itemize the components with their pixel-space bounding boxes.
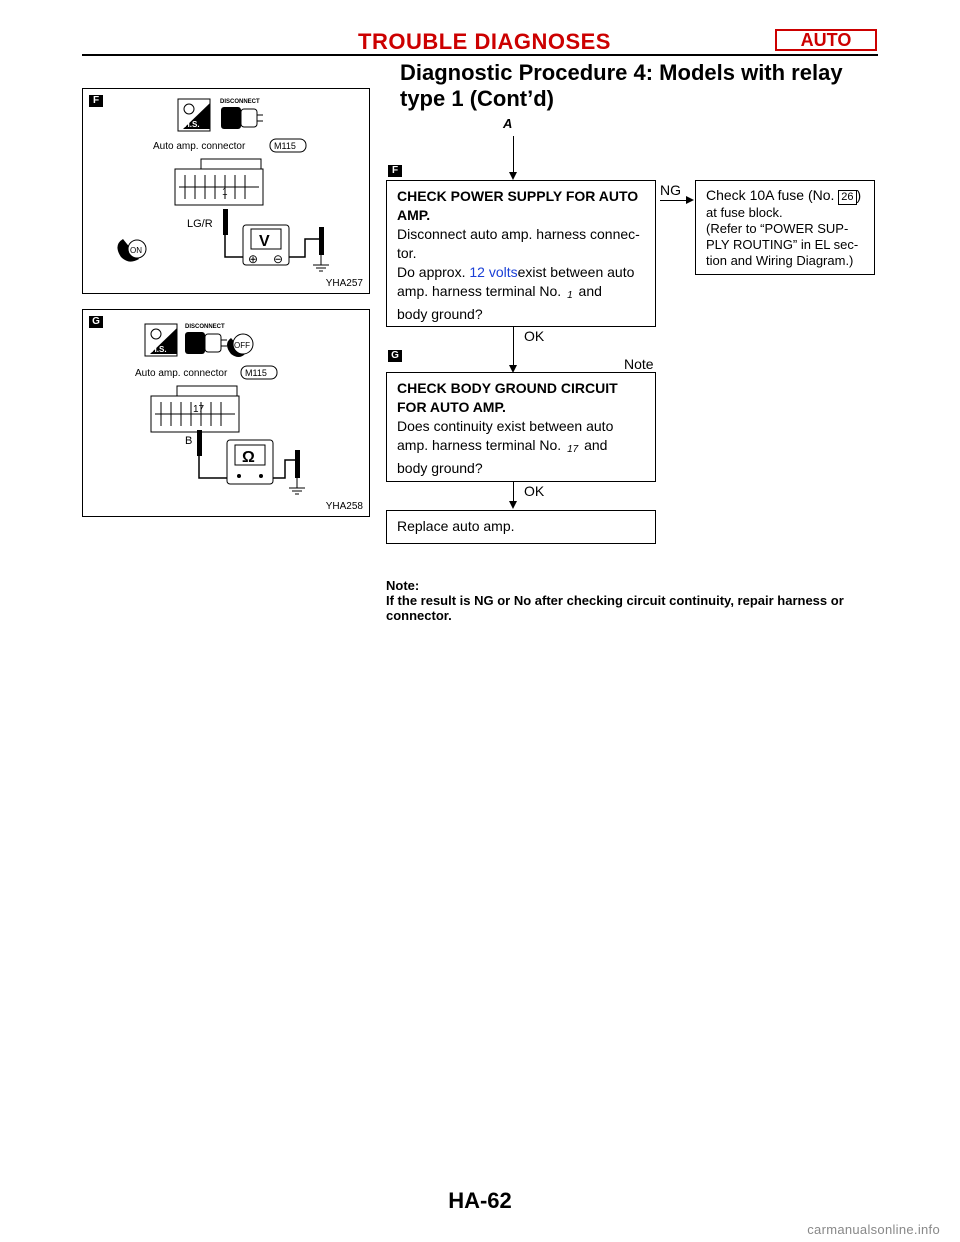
note-title: Note: <box>386 578 420 593</box>
ng-text: at fuse block. <box>706 205 783 220</box>
note-reference: Note <box>624 356 654 372</box>
section-title: TROUBLE DIAGNOSES <box>358 29 611 54</box>
ignition-key-icon <box>117 239 146 262</box>
flow-line <box>513 136 514 172</box>
probe-negative <box>319 227 324 255</box>
connector-label: Auto amp. connector <box>153 141 246 152</box>
disconnect-icon <box>220 99 263 129</box>
svg-text:M115: M115 <box>274 141 296 151</box>
voltage-check-diagram <box>83 89 369 293</box>
hs-icon <box>178 99 210 131</box>
disconnect-label: DISCONNECT <box>185 324 225 330</box>
step-text: Disconnect auto amp. harness connec- <box>397 226 640 242</box>
flow-line <box>513 482 514 502</box>
step-heading: CHECK BODY GROUND CIRCUIT <box>397 380 618 396</box>
watermark: carmanualsonline.info <box>807 1222 940 1237</box>
step-text: Do approx. 12 voltsexist between auto <box>397 264 635 280</box>
step-text: amp. harness terminal No. 17 and <box>397 436 645 459</box>
probe-negative <box>295 450 300 478</box>
terminal-number: 17 <box>567 444 579 455</box>
flow-arrow <box>509 501 517 509</box>
figure-marker: F <box>89 95 103 107</box>
final-text: Replace auto amp. <box>397 518 515 534</box>
note-text: If the result is NG or No after checking circuit continuity, repair harness or connector. <box>386 593 844 623</box>
disconnect-icon <box>185 324 227 354</box>
step-text: tor. <box>397 245 417 261</box>
step-text: body ground? <box>397 460 483 476</box>
ok-label: OK <box>524 328 545 344</box>
ground-symbol <box>289 488 305 494</box>
step-heading: CHECK POWER SUPPLY FOR AUTO AMP. <box>397 188 639 223</box>
meter-minus: ⊖ <box>273 252 284 266</box>
step-check-power-supply <box>386 180 656 327</box>
flow-line <box>513 327 514 367</box>
step-marker: G <box>388 350 402 362</box>
meter-symbol: V <box>259 233 270 250</box>
probe-positive <box>223 209 228 235</box>
final-action-box <box>386 510 656 544</box>
connector-label: Auto amp. connector <box>135 368 228 379</box>
voltmeter-icon <box>243 225 289 266</box>
pin-number: 17 <box>193 404 205 415</box>
fuse-number: 26 <box>838 190 856 205</box>
step-marker: F <box>388 165 402 177</box>
ng-action-box <box>695 180 875 275</box>
pin-number: 1 <box>222 187 228 198</box>
disconnect-label: DISCONNECT <box>220 99 260 105</box>
key-state: ON <box>130 246 142 255</box>
connector-body <box>175 159 263 205</box>
figure-code: YHA257 <box>325 278 363 289</box>
ng-arrow-head <box>686 196 694 204</box>
step-text: Does continuity exist between auto <box>397 418 614 434</box>
continuity-check-diagram <box>83 310 369 516</box>
figure-marker: G <box>89 316 103 328</box>
step-text: body ground? <box>397 306 483 322</box>
step-text: amp. harness terminal No. 1 and <box>397 282 645 305</box>
hs-icon <box>145 324 177 356</box>
ok-label: OK <box>524 483 545 499</box>
probe-positive <box>197 430 202 456</box>
ng-arrow <box>660 200 688 201</box>
svg-text:M115: M115 <box>245 368 267 378</box>
entry-connector-label: A <box>503 116 513 131</box>
page-subtitle: Diagnostic Procedure 4: Models with relay type 1 (Cont’d) <box>400 60 843 111</box>
ng-label: NG <box>660 182 681 198</box>
auto-badge: AUTO <box>775 29 877 51</box>
figure-code: YHA258 <box>325 501 363 512</box>
step-check-body-ground <box>386 372 656 482</box>
ohmmeter-icon <box>227 440 273 484</box>
ng-text: tion and Wiring Diagram.) <box>706 253 854 268</box>
ng-text: PLY ROUTING” in EL sec- <box>706 237 859 252</box>
ground-symbol <box>313 265 329 271</box>
hs-label: H.S. <box>184 120 200 129</box>
voltage-link[interactable]: 12 volts <box>469 264 518 280</box>
note-block <box>386 578 886 623</box>
key-state: OFF <box>234 341 250 350</box>
connector-id-badge <box>270 139 306 152</box>
hs-label: H.S. <box>151 345 167 354</box>
step-heading: FOR AUTO AMP. <box>397 399 506 415</box>
meter-plus: ⊕ <box>248 252 259 266</box>
ignition-key-icon <box>227 334 253 357</box>
terminal-number: 1 <box>567 290 573 301</box>
page-number: HA-62 <box>448 1188 512 1213</box>
ng-text: Check 10A fuse (No. 26 ) <box>706 187 862 203</box>
ng-text: (Refer to “POWER SUP- <box>706 221 849 236</box>
figure-continuity-check <box>82 309 370 517</box>
meter-symbol: Ω <box>242 449 255 466</box>
figure-voltage-check <box>82 88 370 294</box>
connector-id-badge <box>241 366 277 379</box>
connector-body <box>151 386 239 432</box>
wire-color: B <box>185 435 193 447</box>
wire-color: LG/R <box>187 218 213 230</box>
flow-arrow <box>509 172 517 180</box>
